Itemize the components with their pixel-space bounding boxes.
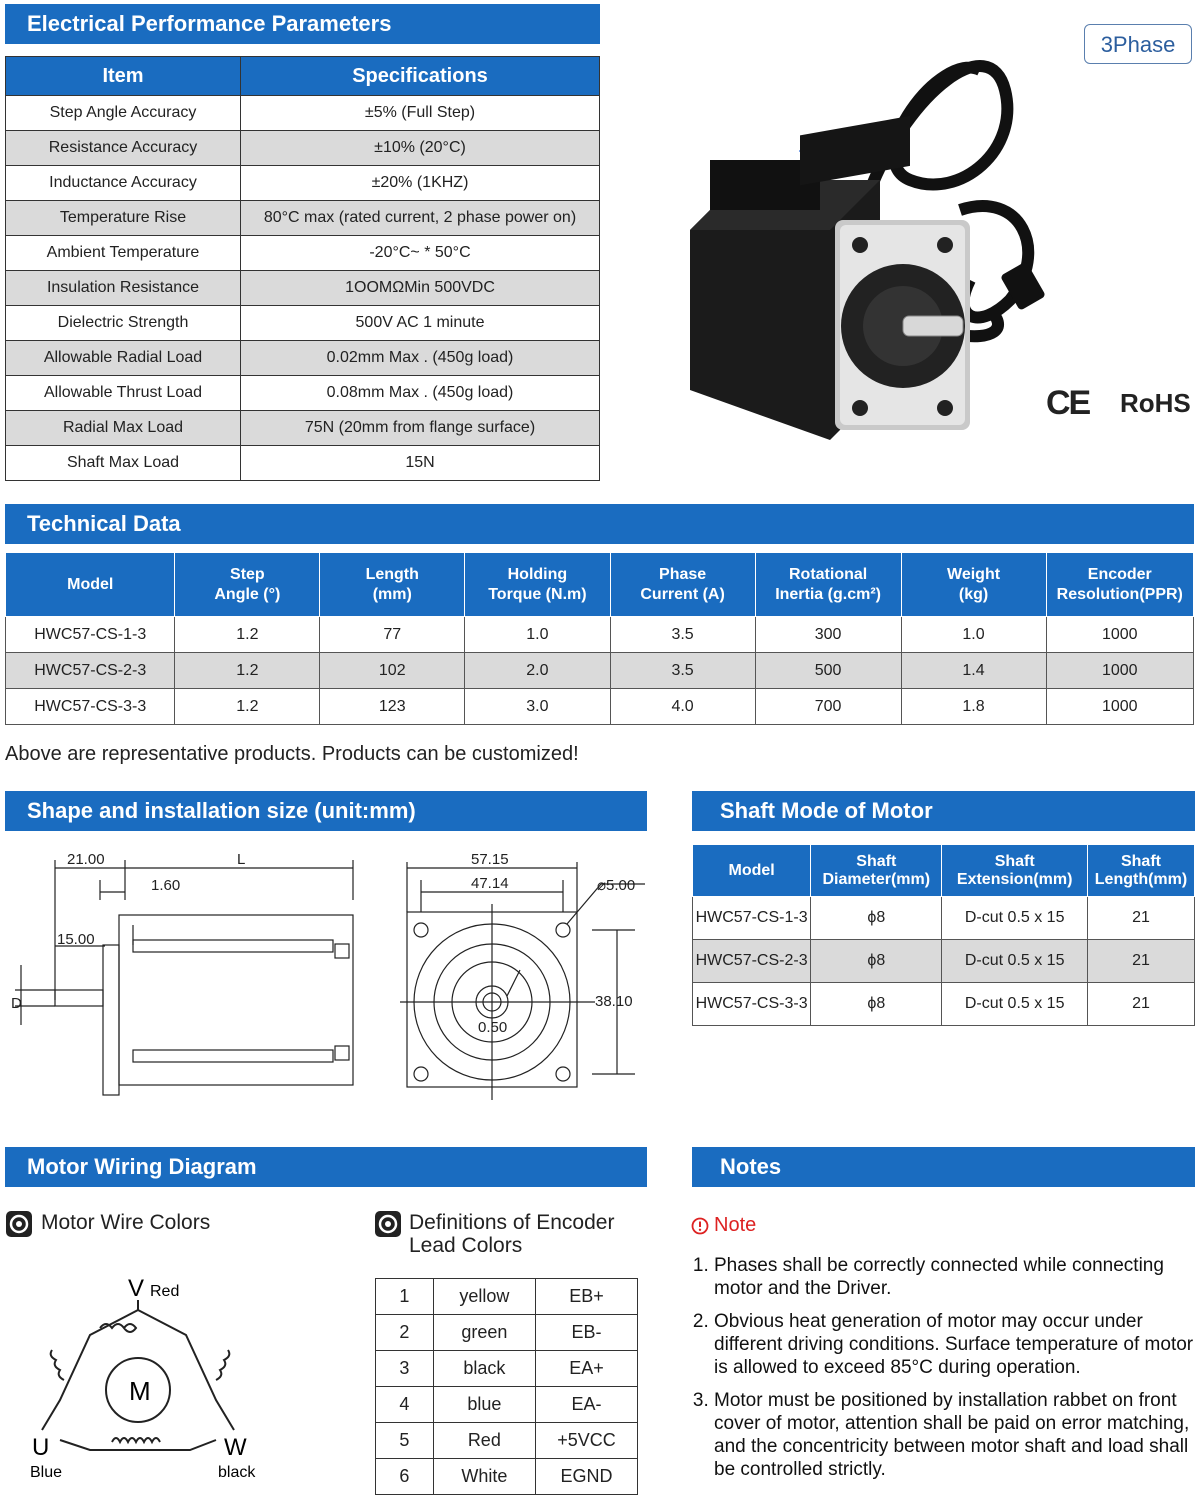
technical-cell: 3.0: [465, 689, 610, 725]
technical-cell: 500: [755, 653, 901, 689]
technical-header: [901, 553, 1046, 617]
electrical-spec-cell: ±5% (Full Step): [241, 96, 600, 131]
technical-header-line: (mm): [372, 585, 412, 603]
electrical-item-cell: Temperature Rise: [6, 201, 241, 236]
dim-15: 15.00: [57, 931, 95, 948]
encoder-cell: 6: [376, 1459, 434, 1495]
technical-cell: 1.2: [175, 653, 320, 689]
table-row: [6, 271, 600, 306]
table-row: [376, 1351, 638, 1387]
shaft-title: Shaft Mode of Motor: [692, 791, 1195, 831]
technical-header-line: Rotational: [788, 565, 868, 583]
encoder-cell: 3: [376, 1351, 434, 1387]
table-row: [693, 983, 1195, 1026]
shaft-cell: HWC57-CS-3-3: [693, 983, 811, 1026]
table-row: [6, 166, 600, 201]
technical-header-line: (kg): [958, 585, 989, 603]
table-row: [6, 236, 600, 271]
dim-57-15: 57.15: [471, 851, 509, 868]
dim-d: D: [11, 995, 22, 1012]
technical-cell: 2.0: [465, 653, 610, 689]
table-row: [376, 1279, 638, 1315]
technical-cell: 1000: [1046, 689, 1193, 725]
technical-header-line: Resolution(PPR): [1056, 585, 1183, 603]
technical-cell: 1000: [1046, 617, 1193, 653]
encoder-cell: Red: [433, 1423, 535, 1459]
wire-v-label: V: [128, 1275, 145, 1302]
table-row: [6, 131, 600, 166]
technical-header: [175, 553, 320, 617]
encoder-cell: black: [433, 1351, 535, 1387]
dim-0-50: 0.50: [478, 1019, 508, 1036]
motor-wire-colors-label: Motor Wire Colors: [41, 1211, 211, 1234]
table-row: [6, 689, 1194, 725]
electrical-item-cell: Resistance Accuracy: [6, 131, 241, 166]
technical-cell: 1.4: [901, 653, 1046, 689]
table-row: [376, 1315, 638, 1351]
shaft-cell: D-cut 0.5 x 15: [942, 983, 1088, 1026]
electrical-table: [5, 56, 600, 481]
dim-38-10: 38.10: [595, 993, 633, 1010]
electrical-title: Electrical Performance Parameters: [5, 4, 600, 44]
table-row: [6, 446, 600, 481]
encoder-cell: yellow: [433, 1279, 535, 1315]
electrical-item-cell: Shaft Max Load: [6, 446, 241, 481]
electrical-spec-cell: 75N (20mm from flange surface): [241, 411, 600, 446]
encoder-cell: blue: [433, 1387, 535, 1423]
notes-title: Notes: [692, 1147, 1195, 1187]
target-icon-2: [374, 1210, 404, 1240]
wiring-title: Motor Wiring Diagram: [5, 1147, 647, 1187]
electrical-spec-cell: ±20% (1KHZ): [241, 166, 600, 201]
note-item: 3. Motor must be positioned by installation rabbet on front cover of motor, attention shall be paid on error matching, and the concentricity between motor shaft and load shall be controlled strictly.: [714, 1389, 1198, 1481]
shaft-cell: 21: [1087, 940, 1194, 983]
wire-u-color: Blue: [30, 1464, 63, 1481]
electrical-item-cell: Insulation Resistance: [6, 271, 241, 306]
technical-cell: 1.0: [465, 617, 610, 653]
technical-header: [320, 553, 465, 617]
encoder-cell: +5VCC: [536, 1423, 638, 1459]
technical-header-line: Inertia (g.cm²): [775, 585, 881, 603]
electrical-item-cell: Step Angle Accuracy: [6, 96, 241, 131]
encoder-cell: EA+: [536, 1351, 638, 1387]
electrical-item-cell: Ambient Temperature: [6, 236, 241, 271]
technical-cell: 300: [755, 617, 901, 653]
shaft_mode-header: [942, 845, 1088, 897]
motor-product-image: [660, 30, 1050, 450]
shaft_mode-header-line: Shaft: [856, 852, 897, 870]
shaft-cell: 21: [1087, 983, 1194, 1026]
wire-w-label: W: [224, 1434, 247, 1461]
encoder-cell: White: [433, 1459, 535, 1495]
technical-cell: 1.2: [175, 689, 320, 725]
target-icon: [5, 1210, 35, 1240]
technical-header-line: Weight: [947, 565, 1001, 583]
shaft_mode-header-line: Extension(mm): [956, 870, 1073, 888]
encoder-cell: EB-: [536, 1315, 638, 1351]
shaft_mode-header: [1087, 845, 1194, 897]
table-row: [693, 940, 1195, 983]
electrical-item-cell: Allowable Radial Load: [6, 341, 241, 376]
wire-w-color: black: [218, 1464, 256, 1481]
wiring-schematic: [20, 1270, 280, 1485]
electrical-spec-cell: 80°C max (rated current, 2 phase power on): [241, 201, 600, 236]
encoder-cell: EA-: [536, 1387, 638, 1423]
technical-cell: 700: [755, 689, 901, 725]
technical-header-line: Holding: [507, 565, 568, 583]
technical-header-line: Step: [230, 565, 265, 583]
dim-21: 21.00: [67, 851, 105, 868]
encoder-cell: 2: [376, 1315, 434, 1351]
alert-icon: [690, 1216, 710, 1236]
table-row: [6, 411, 600, 446]
table-row: [6, 201, 600, 236]
electrical-spec-cell: 1OOMΩMin 500VDC: [241, 271, 600, 306]
technical-table: [5, 552, 1194, 725]
shaft-table: [692, 844, 1195, 1026]
technical-header: [610, 553, 755, 617]
electrical-spec-cell: 15N: [241, 446, 600, 481]
technical-cell: 1.0: [901, 617, 1046, 653]
electrical-header-spec: Specifications: [241, 57, 600, 96]
technical-cell: HWC57-CS-2-3: [6, 653, 175, 689]
motor-m-label: M: [129, 1376, 151, 1406]
shaft-cell: HWC57-CS-1-3: [693, 897, 811, 940]
dim-hole: ⌀5.00: [597, 877, 636, 894]
technical-header-line: Model: [67, 575, 114, 593]
technical-cell: HWC57-CS-1-3: [6, 617, 175, 653]
technical-header: [465, 553, 610, 617]
technical-cell: 123: [320, 689, 465, 725]
electrical-spec-cell: 0.02mm Max . (450g load): [241, 341, 600, 376]
note-item: 1. Phases shall be correctly connected while connecting motor and the Driver.: [714, 1254, 1198, 1300]
table-row: [6, 617, 1194, 653]
encoder-cell: EGND: [536, 1459, 638, 1495]
shaft-cell: 21: [1087, 897, 1194, 940]
technical-header: [1046, 553, 1193, 617]
technical-header-line: Length: [365, 565, 419, 583]
electrical-spec-cell: -20°C~ * 50°C: [241, 236, 600, 271]
shaft_mode-header: [693, 845, 811, 897]
note-label: Note: [714, 1214, 757, 1236]
shaft-cell: D-cut 0.5 x 15: [942, 940, 1088, 983]
wire-u-label: U: [32, 1434, 50, 1461]
phase-badge: 3Phase: [1084, 24, 1192, 64]
electrical-header-item: Item: [6, 57, 241, 96]
rohs-mark: RoHS: [1120, 388, 1191, 418]
table-row: [6, 306, 600, 341]
encoder-cell: 4: [376, 1387, 434, 1423]
electrical-item-cell: Dielectric Strength: [6, 306, 241, 341]
shaft-cell: ϕ8: [811, 940, 942, 983]
shaft_mode-header-line: Diameter(mm): [822, 870, 931, 888]
technical-cell: 3.5: [610, 617, 755, 653]
technical-cell: 77: [320, 617, 465, 653]
notes-list: [692, 1254, 1198, 1491]
encoder-cell: 1: [376, 1279, 434, 1315]
technical-header-line: Current (A): [640, 585, 725, 603]
shaft-cell: ϕ8: [811, 983, 942, 1026]
shaft-cell: HWC57-CS-2-3: [693, 940, 811, 983]
table-row: [376, 1459, 638, 1495]
table-row: [6, 96, 600, 131]
table-row: [6, 341, 600, 376]
encoder-cell: 5: [376, 1423, 434, 1459]
technical-cell: 4.0: [610, 689, 755, 725]
table-row: [6, 376, 600, 411]
shaft_mode-header-line: Model: [728, 861, 775, 879]
table-row: [376, 1387, 638, 1423]
technical-header: [755, 553, 901, 617]
customize-note: Above are representative products. Products can be customized!: [5, 743, 579, 765]
electrical-item-cell: Inductance Accuracy: [6, 166, 241, 201]
encoder-label: [409, 1211, 614, 1257]
table-row: [6, 653, 1194, 689]
shaft_mode-header: [811, 845, 942, 897]
shaft_mode-header-line: Shaft: [1120, 852, 1161, 870]
dim-1-60: 1.60: [151, 877, 181, 894]
dim-l: L: [237, 851, 246, 868]
wire-v-color: Red: [150, 1283, 180, 1300]
table-row: [376, 1423, 638, 1459]
electrical-item-cell: Radial Max Load: [6, 411, 241, 446]
encoder-label-line1: Definitions of Encoder: [409, 1211, 615, 1234]
ce-mark: CE: [1046, 384, 1090, 422]
technical-header-line: Phase: [659, 565, 707, 583]
encoder-cell: EB+: [536, 1279, 638, 1315]
shaft-cell: ϕ8: [811, 897, 942, 940]
dim-47-14: 47.14: [471, 875, 509, 892]
electrical-item-cell: Allowable Thrust Load: [6, 376, 241, 411]
technical-title: Technical Data: [5, 504, 1194, 544]
technical-header: [6, 553, 175, 617]
electrical-spec-cell: 0.08mm Max . (450g load): [241, 376, 600, 411]
technical-header-line: Encoder: [1087, 565, 1152, 583]
technical-cell: HWC57-CS-3-3: [6, 689, 175, 725]
note-item: 2. Obvious heat generation of motor may occur under different driving conditions. Surface temperature of motor is allowed to exceed 85°C during operation.: [714, 1310, 1198, 1379]
technical-header-line: Torque (N.m): [488, 585, 587, 603]
technical-cell: 102: [320, 653, 465, 689]
shape-title: Shape and installation size (unit:mm): [5, 791, 647, 831]
dimension-drawing: [5, 840, 645, 1100]
shaft_mode-header-line: Length(mm): [1094, 870, 1188, 888]
electrical-spec-cell: ±10% (20°C): [241, 131, 600, 166]
encoder-table: [375, 1278, 638, 1495]
technical-cell: 1.2: [175, 617, 320, 653]
technical-cell: 1000: [1046, 653, 1193, 689]
technical-cell: 3.5: [610, 653, 755, 689]
encoder-label-line2: Lead Colors: [409, 1234, 523, 1257]
shaft-cell: D-cut 0.5 x 15: [942, 897, 1088, 940]
encoder-cell: green: [433, 1315, 535, 1351]
technical-cell: 1.8: [901, 689, 1046, 725]
electrical-spec-cell: 500V AC 1 minute: [241, 306, 600, 341]
shaft_mode-header-line: Shaft: [994, 852, 1035, 870]
technical-header-line: Angle (°): [214, 585, 281, 603]
table-row: [693, 897, 1195, 940]
